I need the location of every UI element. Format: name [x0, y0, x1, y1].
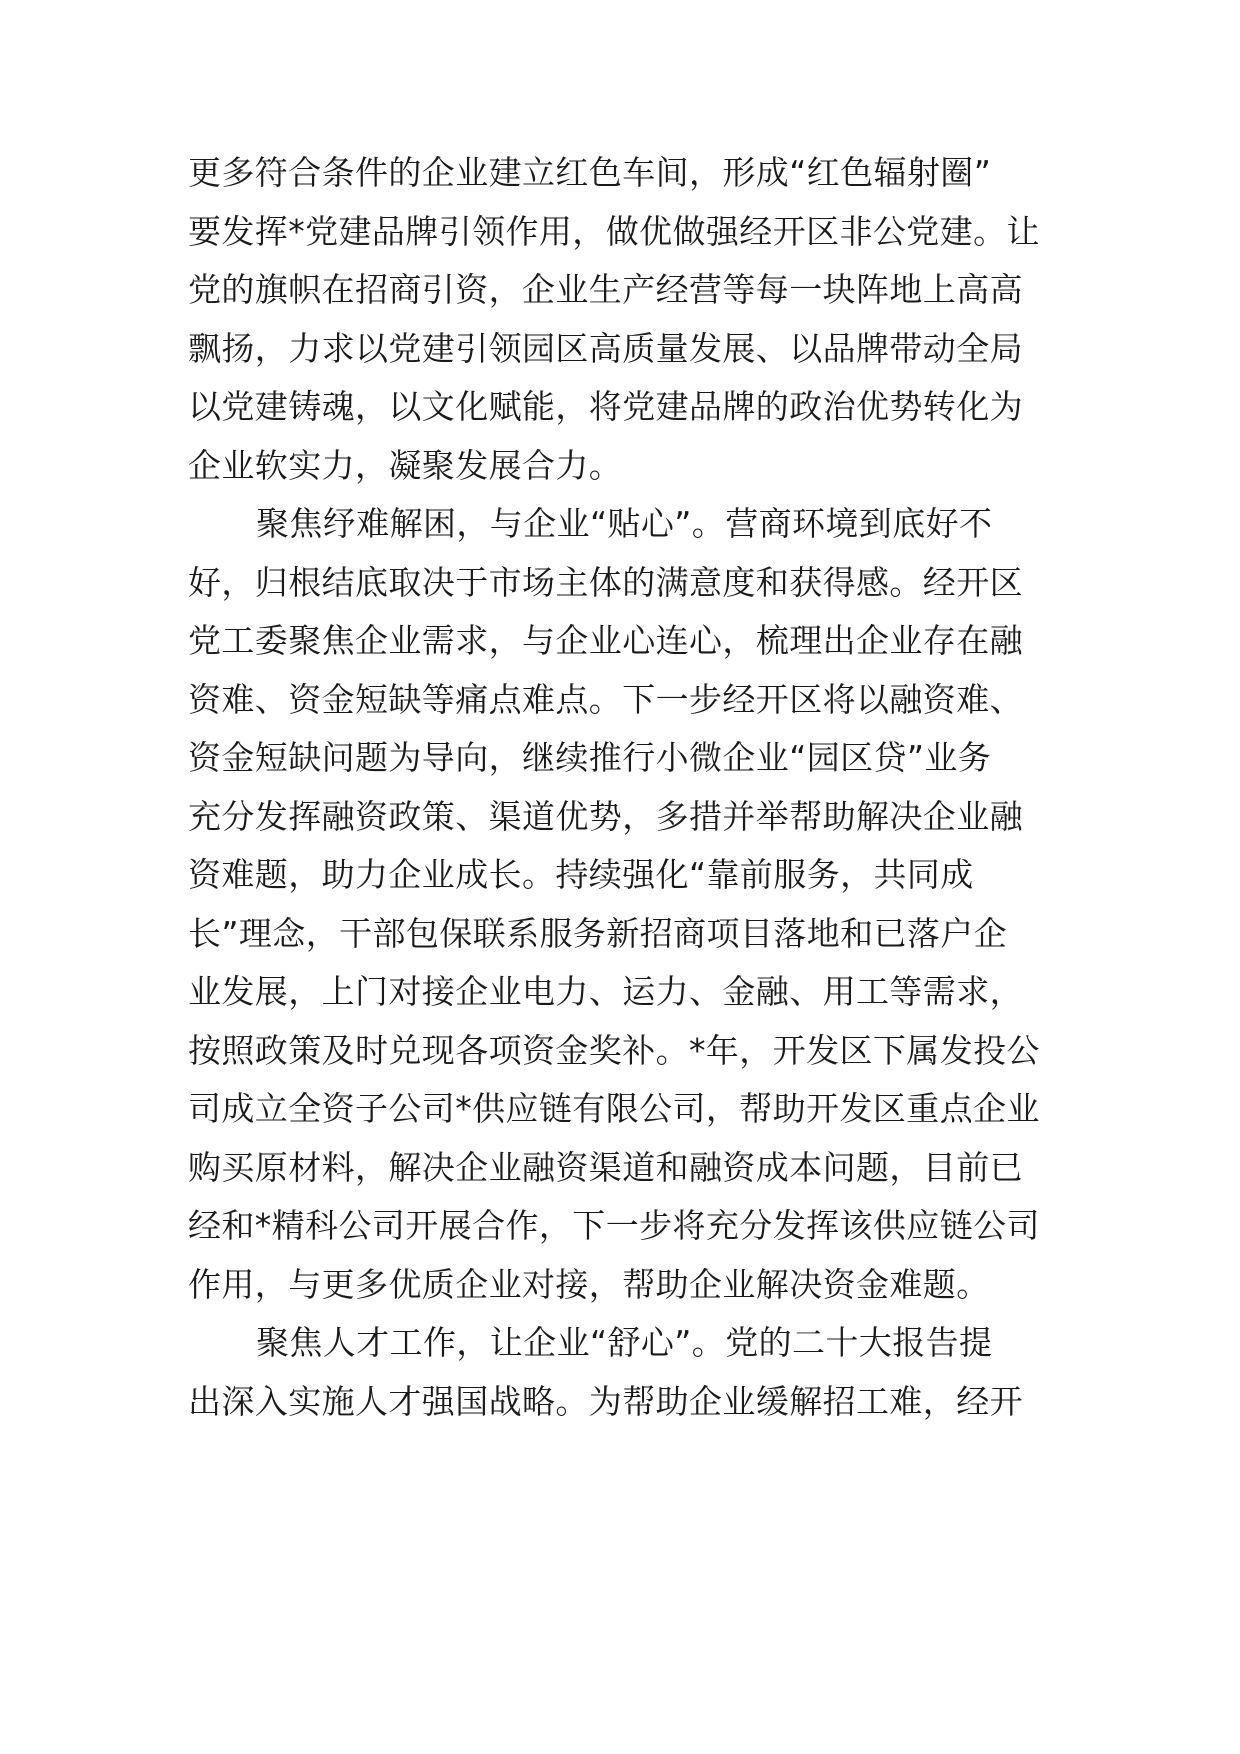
- text-line: 作用，与更多优质企业对接，帮助企业解决资金难题。: [188, 1265, 990, 1304]
- paragraph-first-line: 聚焦人才工作，让企业“舒心”。党的二十大报告提: [256, 1323, 993, 1362]
- text-line: 业发展，上门对接企业电力、运力、金融、用工等需求，: [188, 972, 1023, 1011]
- text-line: 资难、资金短缺等痛点难点。下一步经开区将以融资难、: [188, 680, 1023, 719]
- text-line: 按照政策及时兑现各项资金奖补。*年，开发区下属发投公: [188, 1031, 1040, 1070]
- text-line: 党的旗帜在招商引资，企业生产经营等每一块阵地上高高: [188, 270, 1023, 309]
- text-line: 企业软实力，凝聚发展合力。: [188, 446, 623, 485]
- text-line: 以党建铸魂，以文化赋能，将党建品牌的政治优势转化为: [188, 387, 1023, 426]
- text-line: 经和*精科公司开展合作，下一步将充分发挥该供应链公司: [188, 1206, 1040, 1245]
- text-line: 长”理念，干部包保联系服务新招商项目落地和已落户企: [188, 914, 1008, 953]
- text-line: 党工委聚焦企业需求，与企业心连心，梳理出企业存在融: [188, 621, 1023, 660]
- text-line: 资金短缺问题为导向，继续推行小微企业“园区贷”业务: [188, 738, 992, 777]
- text-line: 购买原材料，解决企业融资渠道和融资成本问题，目前已: [188, 1148, 1023, 1187]
- text-line: 飘扬，力求以党建引领园区高质量发展、以品牌带动全局: [188, 329, 1023, 368]
- text-line: 好，归根结底取决于市场主体的满意度和获得感。经开区: [188, 563, 1023, 602]
- text-line: 资难题，助力企业成长。持续强化“靠前服务，共同成: [188, 855, 974, 894]
- text-line: 要发挥*党建品牌引领作用，做优做强经开区非公党建。让: [188, 212, 1040, 251]
- text-line: 充分发挥融资政策、渠道优势，多措并举帮助解决企业融: [188, 797, 1023, 836]
- text-line: 出深入实施人才强国战略。为帮助企业缓解招工难，经开: [188, 1382, 1023, 1421]
- text-line: 更多符合条件的企业建立红色车间，形成“红色辐射圈”: [188, 153, 992, 192]
- paragraph-first-line: 聚焦纾难解困，与企业“贴心”。营商环境到底好不: [256, 504, 993, 543]
- text-line: 司成立全资子公司*供应链有限公司，帮助开发区重点企业: [188, 1089, 1040, 1128]
